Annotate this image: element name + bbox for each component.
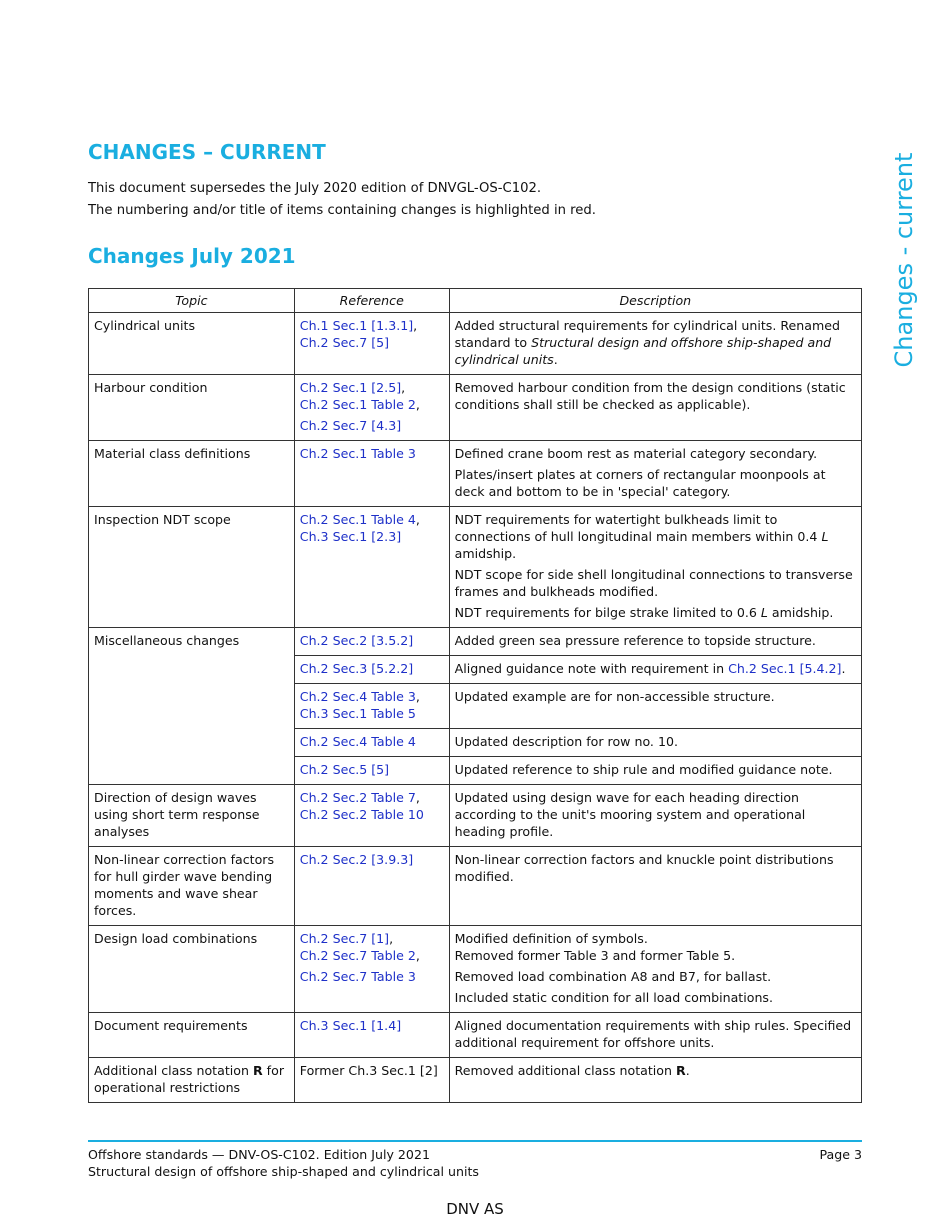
topic-cell: Harbour condition — [89, 375, 295, 441]
standard-title: Structural design and offshore ship-shaped and cylindrical units — [454, 335, 832, 367]
table-row — [89, 375, 862, 441]
header-description: Description — [449, 289, 861, 313]
description-para: Plates/insert plates at corners of rectangular moonpools at deck and bottom to be in 'special' category. — [454, 467, 826, 499]
description-cell — [449, 441, 861, 507]
reference-link[interactable]: Ch.2 Sec.7 Table 3 — [299, 969, 416, 984]
topic-cell: Inspection NDT scope — [89, 507, 295, 628]
topic-cell — [89, 1058, 295, 1103]
description-text: NDT requirements for watertight bulkheads limit to connections of hull longitudinal main members within 0.4 — [454, 512, 822, 544]
reference-cell — [294, 441, 449, 507]
topic-text: for operational restrictions — [94, 1063, 284, 1095]
description-cell — [449, 656, 861, 684]
reference-link[interactable]: Ch.3 Sec.1 Table 5 — [299, 706, 416, 721]
description-para: Defined crane boom rest as material category secondary. — [454, 446, 818, 461]
description-para: Removed load combination A8 and B7, for ballast. — [454, 969, 772, 984]
reference-link[interactable]: Ch.2 Sec.1 Table 3 — [299, 446, 416, 461]
description-text: Aligned guidance note with requirement in — [454, 661, 729, 676]
reference-link[interactable]: Ch.2 Sec.4 Table 3 — [299, 689, 416, 704]
section-title: Changes July 2021 — [88, 244, 296, 268]
reference-cell — [294, 628, 449, 656]
table-row — [89, 785, 862, 847]
topic-cell: Direction of design waves using short term response analyses — [89, 785, 295, 847]
description-text: Removed additional class notation — [454, 1063, 676, 1078]
description-cell — [449, 1058, 861, 1103]
description-cell — [449, 926, 861, 1013]
reference-link[interactable]: Ch.2 Sec.5 [5] — [299, 762, 390, 777]
description-cell — [449, 507, 861, 628]
class-notation: R — [676, 1063, 686, 1078]
separator: , — [415, 397, 420, 412]
intro-line-1: This document supersedes the July 2020 edition of DNVGL-OS-C102. — [88, 181, 542, 196]
reference-cell — [294, 313, 449, 375]
separator: , — [415, 948, 420, 963]
footer-divider — [88, 1140, 862, 1142]
description-cell — [449, 313, 861, 375]
separator: , — [415, 790, 420, 805]
length-symbol: L — [821, 529, 829, 544]
reference-link[interactable]: Ch.2 Sec.7 [1] — [299, 931, 390, 946]
reference-cell — [294, 1013, 449, 1058]
reference-link[interactable]: Ch.2 Sec.3 [5.2.2] — [299, 661, 414, 676]
reference-link[interactable]: Ch.2 Sec.1 Table 4 — [299, 512, 416, 527]
description-para — [455, 604, 856, 621]
header-topic: Topic — [89, 289, 295, 313]
reference-link[interactable]: Ch.2 Sec.1 [5.4.2] — [728, 661, 842, 676]
footer-publication: Offshore standards — DNV-OS-C102. Edition July 2021 — [88, 1147, 430, 1162]
reference-cell: Former Ch.3 Sec.1 [2] — [294, 1058, 449, 1103]
reference-cell — [294, 656, 449, 684]
topic-text: Additional class notation — [94, 1063, 253, 1078]
separator: , — [413, 318, 418, 333]
description-para — [455, 511, 856, 562]
table-row — [89, 628, 862, 656]
table-row — [89, 313, 862, 375]
table-row — [89, 847, 862, 926]
description-text: NDT requirements for bilge strake limited to 0.6 — [454, 605, 761, 620]
reference-cell — [294, 785, 449, 847]
intro-line-2: The numbering and/or title of items containing changes is highlighted in red. — [88, 203, 596, 218]
description-text: . — [685, 1063, 690, 1078]
reference-link[interactable]: Ch.2 Sec.4 Table 4 — [299, 734, 416, 749]
reference-link[interactable]: Ch.2 Sec.2 [3.5.2] — [299, 633, 414, 648]
description-cell: Updated using design wave for each heading direction according to the unit's mooring system and operational heading profile. — [449, 785, 861, 847]
description-text: amidship. — [454, 546, 517, 561]
description-cell: Updated reference to ship rule and modified guidance note. — [449, 757, 861, 785]
description-para: Removed former Table 3 and former Table 5. — [454, 948, 736, 963]
topic-cell: Cylindrical units — [89, 313, 295, 375]
reference-link[interactable]: Ch.2 Sec.2 Table 10 — [299, 807, 424, 822]
description-para: Modified definition of symbols. — [454, 931, 648, 946]
reference-link[interactable]: Ch.3 Sec.1 [2.3] — [299, 529, 402, 544]
reference-link[interactable]: Ch.2 Sec.2 Table 7 — [299, 790, 416, 805]
description-cell: Aligned documentation requirements with ship rules. Specified additional requirement for offshore units. — [449, 1013, 861, 1058]
reference-cell — [294, 507, 449, 628]
class-notation: R — [252, 1063, 263, 1078]
description-cell: Added green sea pressure reference to topside structure. — [449, 628, 861, 656]
table-row — [89, 507, 862, 628]
description-text: amidship. — [767, 605, 834, 620]
reference-link[interactable]: Ch.2 Sec.2 [3.9.3] — [299, 852, 414, 867]
reference-cell — [294, 847, 449, 926]
table-row — [89, 1058, 862, 1103]
reference-cell — [294, 757, 449, 785]
page-number: Page 3 — [819, 1147, 862, 1162]
side-tab-label: Changes - current — [890, 152, 918, 368]
page-title: CHANGES – CURRENT — [88, 140, 326, 164]
table-row — [89, 1013, 862, 1058]
description-text: . — [841, 661, 846, 676]
reference-cell — [294, 926, 449, 1013]
description-cell: Removed harbour condition from the design conditions (static conditions shall still be checked as applicable). — [449, 375, 861, 441]
changes-table — [88, 288, 862, 1103]
reference-link[interactable]: Ch.3 Sec.1 [1.4] — [299, 1018, 402, 1033]
reference-cell — [294, 375, 449, 441]
description-cell: Updated description for row no. 10. — [449, 729, 861, 757]
description-para: NDT scope for side shell longitudinal connections to transverse frames and bulkheads modified. — [454, 567, 853, 599]
side-tab — [858, 144, 950, 376]
table-row — [89, 926, 862, 1013]
length-symbol: L — [760, 605, 768, 620]
description-cell: Non-linear correction factors and knuckle point distributions modified. — [449, 847, 861, 926]
description-para: Included static condition for all load combinations. — [454, 990, 773, 1005]
reference-cell — [294, 729, 449, 757]
table-header-row — [89, 289, 862, 313]
separator: , — [415, 689, 420, 704]
reference-cell — [294, 684, 449, 729]
topic-cell: Document requirements — [89, 1013, 295, 1058]
description-text: Added structural requirements for cylindrical units. Renamed standard to — [454, 318, 841, 350]
topic-cell: Non-linear correction factors for hull girder wave bending moments and wave shear forces. — [89, 847, 295, 926]
table-row — [89, 441, 862, 507]
reference-link[interactable]: Ch.2 Sec.1 [2.5] — [299, 380, 402, 395]
reference-link[interactable]: Ch.2 Sec.1 Table 2 — [299, 397, 416, 412]
topic-cell: Design load combinations — [89, 926, 295, 1013]
company-name: DNV AS — [446, 1200, 504, 1218]
topic-cell: Material class definitions — [89, 441, 295, 507]
reference-link[interactable]: Ch.2 Sec.7 Table 2 — [299, 948, 416, 963]
reference-link[interactable]: Ch.1 Sec.1 [1.3.1] — [299, 318, 414, 333]
separator: , — [401, 380, 406, 395]
description-text: . — [553, 352, 558, 367]
topic-cell: Miscellaneous changes — [89, 628, 295, 785]
separator: , — [415, 512, 420, 527]
header-reference: Reference — [294, 289, 449, 313]
description-cell: Updated example are for non-accessible structure. — [449, 684, 861, 729]
separator: , — [389, 931, 394, 946]
reference-link[interactable]: Ch.2 Sec.7 [5] — [299, 335, 390, 350]
reference-link[interactable]: Ch.2 Sec.7 [4.3] — [299, 418, 402, 433]
footer-document-title: Structural design of offshore ship-shaped and cylindrical units — [88, 1164, 479, 1179]
